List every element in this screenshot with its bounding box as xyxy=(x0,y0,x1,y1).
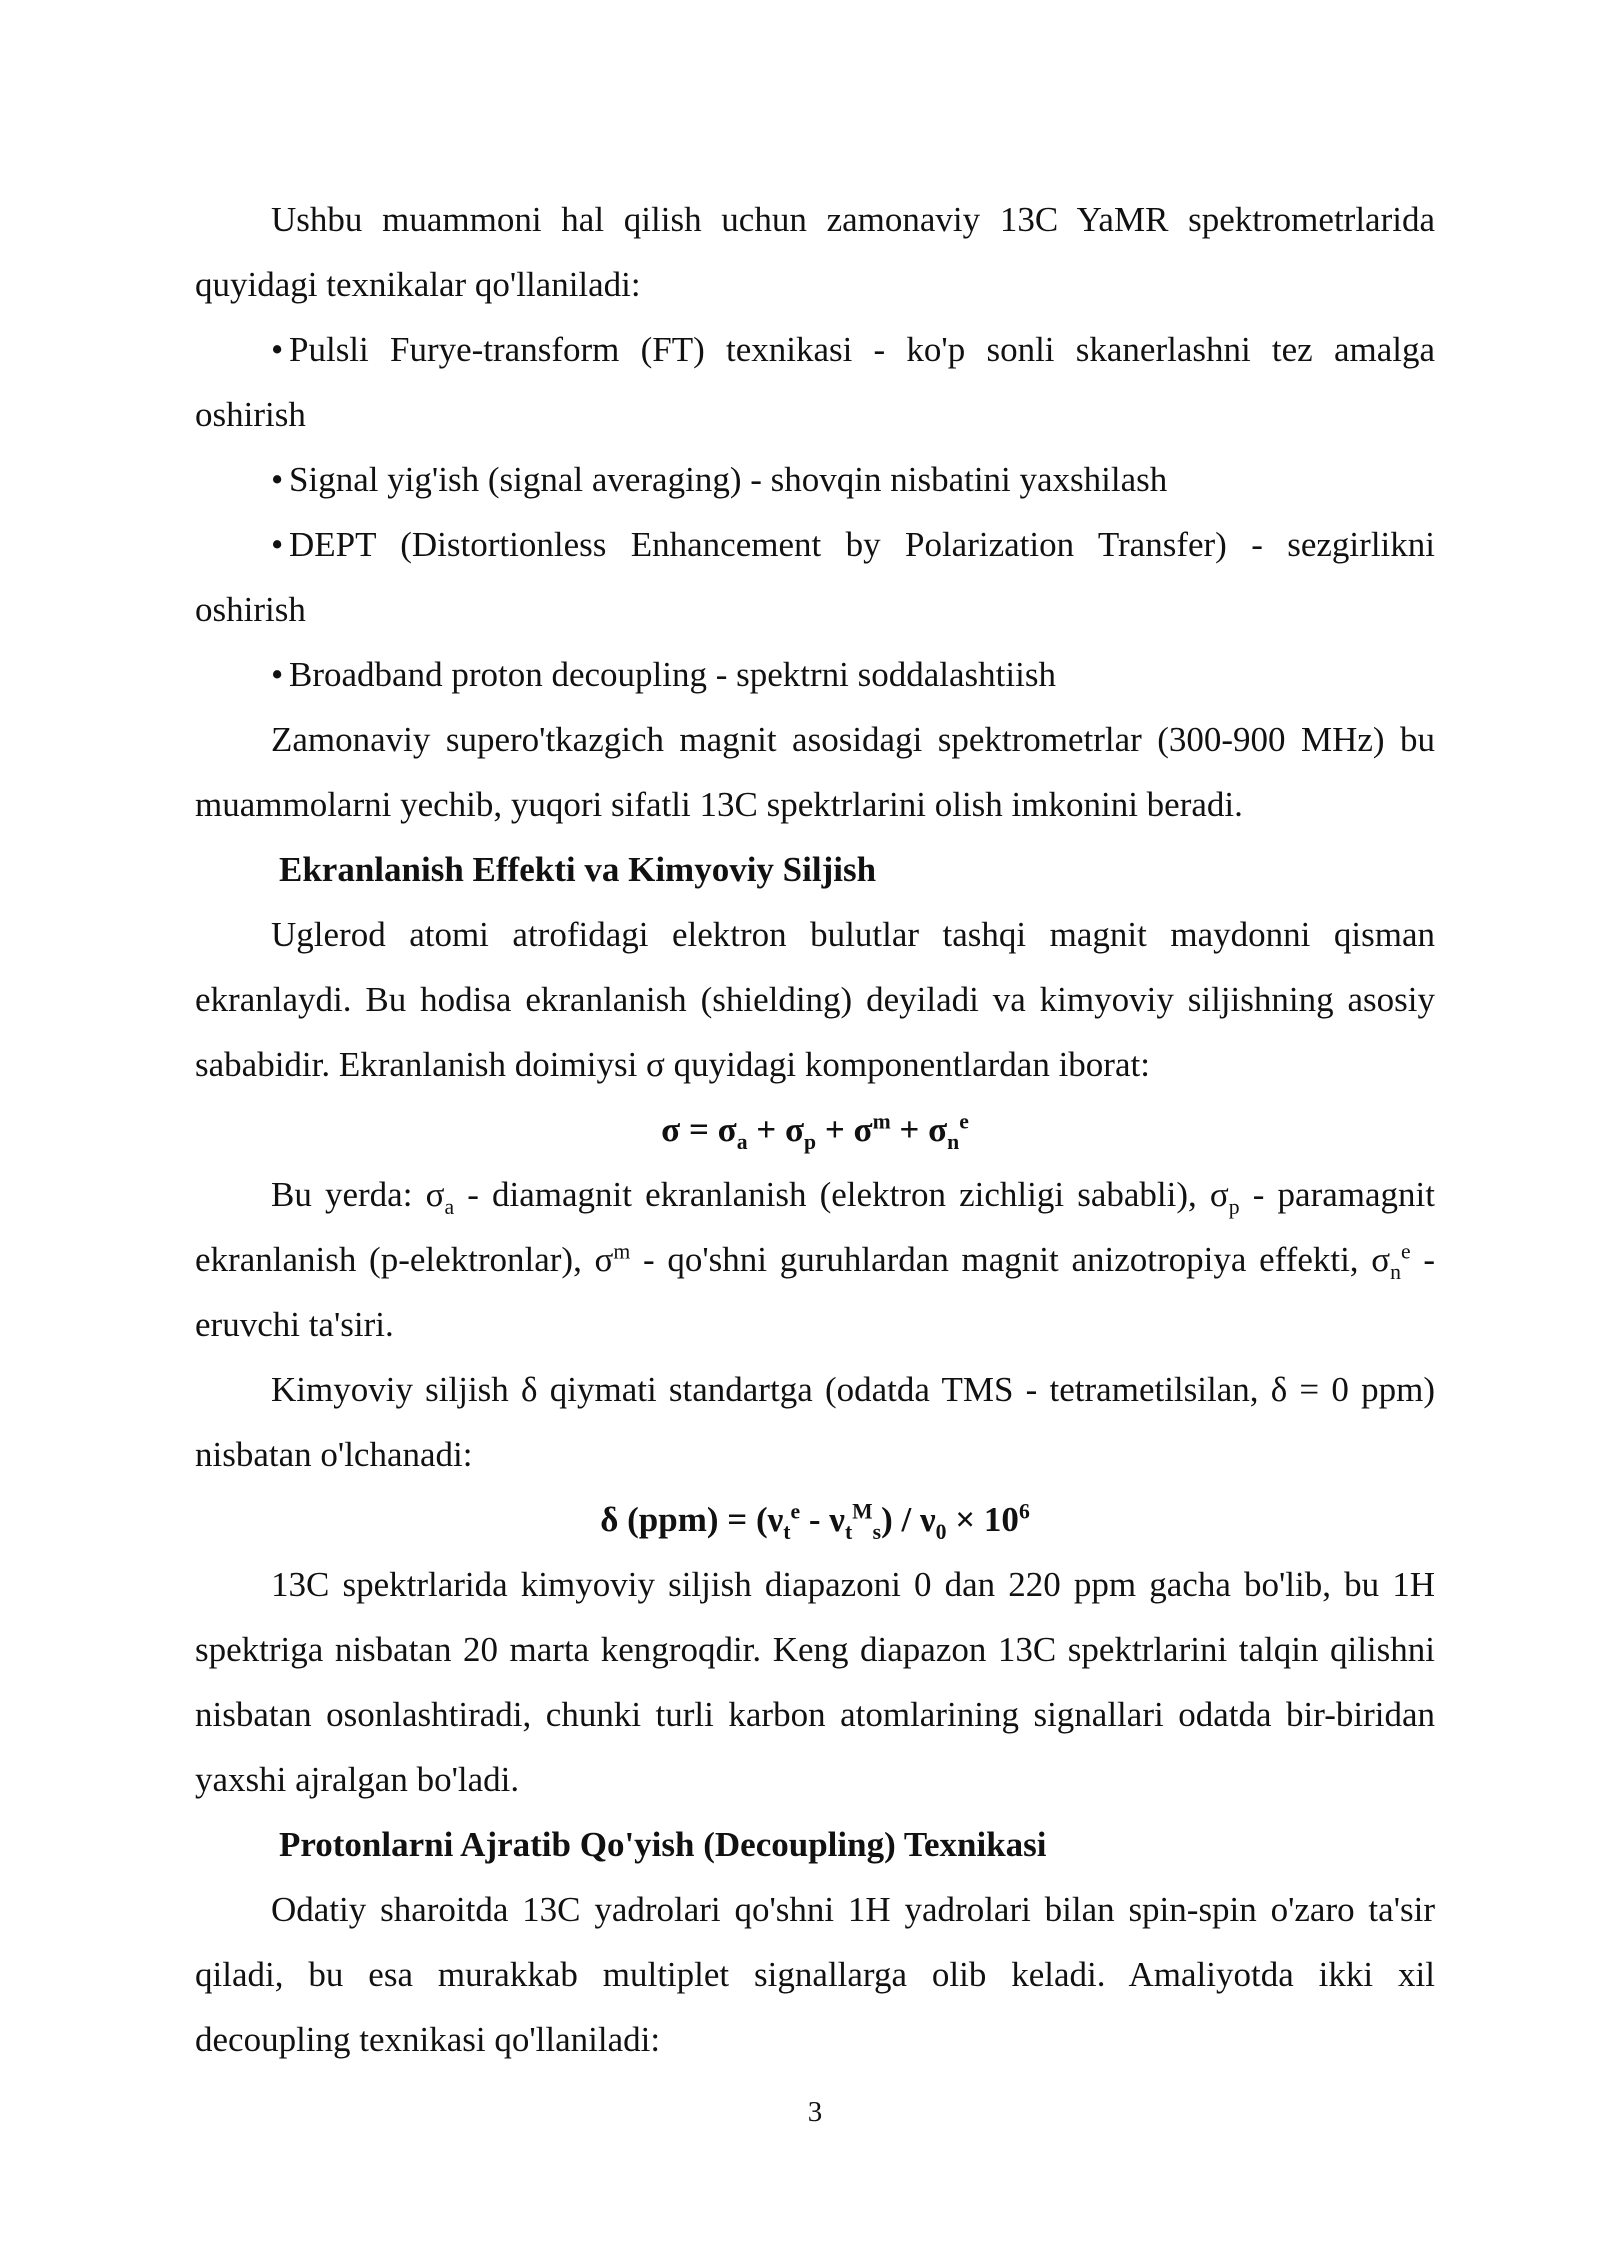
bullet-text: Pulsli Furye-transform (FT) texnikasi - ko'p sonli skanerlashni tez amalga oshirish xyxy=(195,330,1435,434)
page-number: 3 xyxy=(807,2096,823,2128)
bullet-item-signal xyxy=(195,447,1435,512)
section-heading-decoupling: Protonlarni Ajratib Qo'yish (Decoupling) Texnikasi xyxy=(279,1825,1047,1864)
document-page xyxy=(195,187,1435,2072)
bullet-icon: • xyxy=(271,330,284,369)
bullet-text: DEPT (Distortionless Enhancement by Polarization Transfer) - sezgirlikni oshirish xyxy=(195,525,1435,629)
bullet-item-dept xyxy=(195,512,1435,642)
paragraph-chemical-shift: Kimyoviy siljish δ qiymati standartga (odatda TMS - tetrametilsilan, δ = 0 ppm) nisbatan o'lchanadi: xyxy=(195,1370,1435,1474)
bullet-text: Signal yig'ish (signal averaging) - shovqin nisbatini yaxshilash xyxy=(289,460,1168,499)
paragraph-range: 13C spektrlarida kimyoviy siljish diapazoni 0 dan 220 ppm gacha bo'lib, bu 1H spektriga nisbatan 20 marta kengroqdir. Keng diapazon 13C spektrlarini talqin qilishni nisbatan osonlashtiradi, chunki turli karbon atomlarining signallari odatda bir-biridan yaxshi ajralgan bo'ladi. xyxy=(195,1565,1435,1799)
bullet-icon: • xyxy=(271,655,284,694)
bullet-item-ft xyxy=(195,317,1435,447)
paragraph-spectrometers: Zamonaviy supero'tkazgich magnit asosidagi spektrometrlar (300-900 MHz) bu muammolarni yechib, yuqori sifatli 13C spektrlarini olish imkonini beradi. xyxy=(195,720,1435,824)
bullet-icon: • xyxy=(271,525,284,564)
bullet-icon: • xyxy=(271,460,284,499)
formula-sigma: $\sigma = \sigma_a + \sigma_p + \sigma^m + \sigma_n^e$ xyxy=(661,1109,969,1154)
section-heading-shielding: Ekranlanish Effekti va Kimyoviy Siljish xyxy=(279,850,877,889)
paragraph-decoupling: Odatiy sharoitda 13C yadrolari qo'shni 1H yadrolari bilan spin-spin o'zaro ta'sir qiladi, bu esa murakkab multiplet signallarga olib keladi. Amaliyotda ikki xil decoupling texnikasi qo'llaniladi: xyxy=(195,1890,1435,2059)
paragraph-techniques-intro: Ushbu muammoni hal qilish uchun zamonaviy 13C YaMR spektrometrlarida quyidagi texnikalar qo'llaniladi: xyxy=(195,200,1435,304)
paragraph-shielding: Uglerod atomi atrofidagi elektron bulutlar tashqi magnit maydonni qisman ekranlaydi. Bu hodisa ekranlanish (shielding) deyiladi va kimyoviy siljishning asosiy sababidir. Ekranlanish doimiysi σ quyidagi komponentlardan iborat: xyxy=(195,915,1435,1084)
bullet-item-decoupling xyxy=(195,642,1435,707)
formula-delta: δ $(ppm) = (\nu_t^e - \nu_t^M_s) / \nu_0 \times 10^6$ xyxy=(600,1499,1030,1544)
bullet-text: Broadband proton decoupling - spektrni soddalashtiish xyxy=(289,655,1056,694)
paragraph-components: Bu yerda: $\sigma_a$ - diamagnit ekranlanish (elektron zichligi sababli), $\sigma_p$ - paramagnit ekranlanish (p-elektronlar), $\sigma^m$ - qo'shni guruhlardan magnit anizotropiya effekti, $\sigma_n^e$ - eruvchi ta'siri. xyxy=(195,1175,1435,1344)
